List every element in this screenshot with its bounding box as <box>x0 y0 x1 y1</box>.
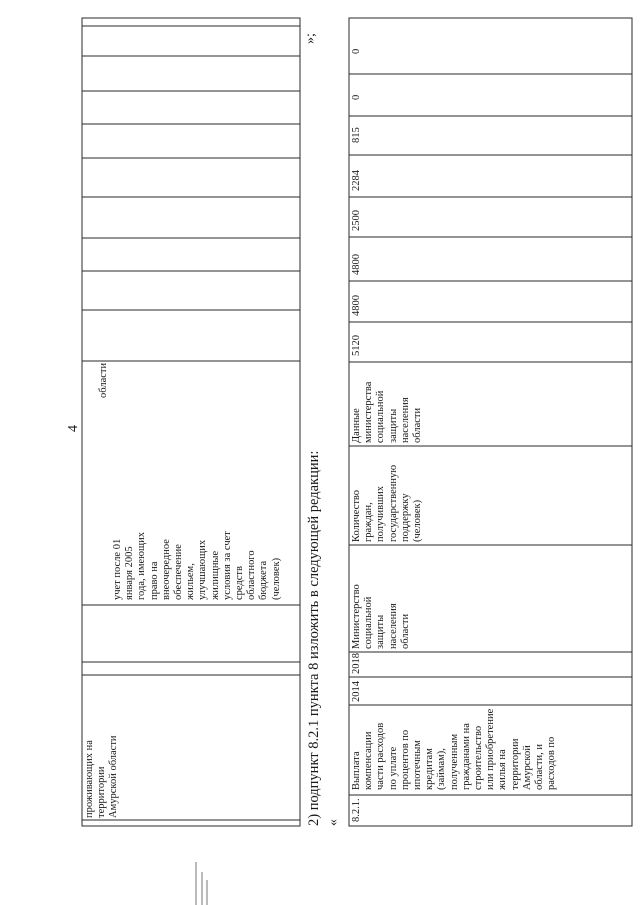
value-cell: 2500 <box>351 210 362 231</box>
upper-cell-eligibility: учет после 01 января 2005 года, имеющих право на внеочередное обеспечение жильем, улучшающих жилищные условия за счет средств областного бюджета (человек) <box>112 531 282 600</box>
value-cell: 0 <box>351 48 362 54</box>
executor-ministry: Министерство социальной защиты населения области <box>351 584 411 649</box>
row-number: 8.2.1. <box>351 798 362 822</box>
upper-cell-oblast: области <box>98 362 109 398</box>
binding-marks <box>196 862 207 905</box>
value-cell: 4800 <box>351 254 362 275</box>
instruction-text: 2) подпункт 8.2.1 пункта 8 изложить в следующей редакции: <box>306 450 322 826</box>
value-cell: 2284 <box>351 170 362 191</box>
value-cell: 0 <box>351 94 362 100</box>
year-end: 2018 <box>351 653 362 674</box>
indicator-description: Количество граждан, получивших государственную поддержку (человек) <box>351 464 424 542</box>
opening-quote: « <box>326 819 341 826</box>
value-cell: 4800 <box>351 295 362 316</box>
value-cell: 815 <box>351 127 362 143</box>
row-description: Выплата компенсации части расходов по уплате процентов по ипотечным кредитам (займам), полученным гражданами на строительство или приобретение жилья на территории Амурской области, и расходов по <box>351 708 558 790</box>
value-cell: 5120 <box>351 335 362 356</box>
page-number: 4 <box>66 425 81 432</box>
year-start: 2014 <box>351 681 362 702</box>
data-source: Данные министерства социальной защиты населения области <box>351 381 424 443</box>
upper-cell-territory: проживающих на территории Амурской области <box>84 735 119 818</box>
closing-quote: »; <box>303 33 318 44</box>
